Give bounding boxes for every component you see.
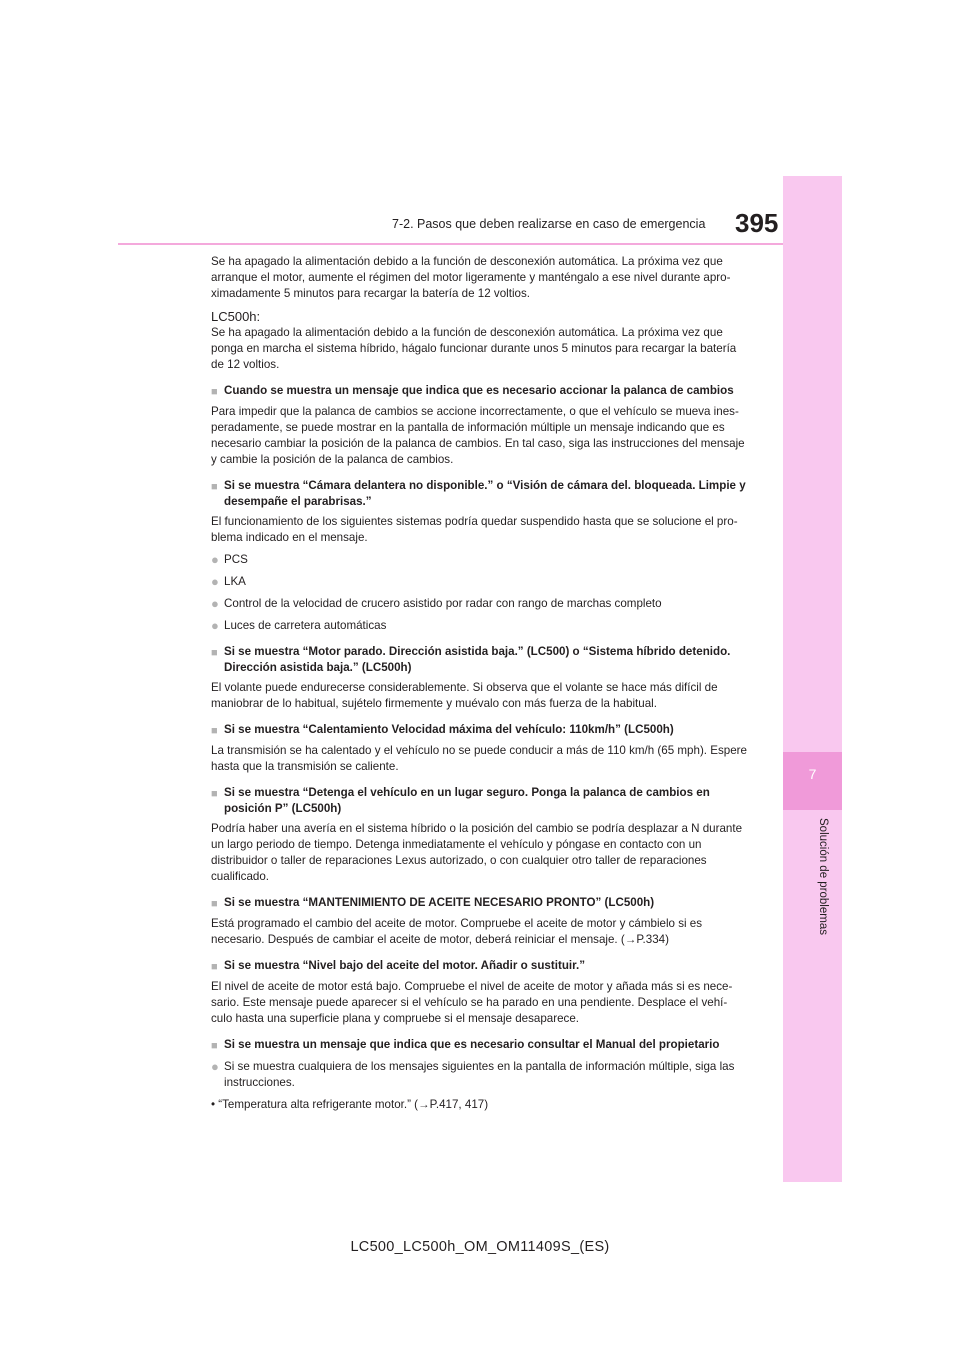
list-item: ● Luces de carretera automáticas: [211, 618, 387, 633]
chapter-side-tab: [783, 176, 842, 1182]
square-bullet-icon: ■: [211, 961, 218, 973]
paragraph: La transmisión se ha calentado y el vehículo no se puede conducir a más de 110 km/h (65 mph). Espere hasta que la transmisión se caliente.: [211, 744, 747, 773]
list-item: ● PCS: [211, 552, 248, 567]
circle-bullet-icon: ●: [211, 1059, 219, 1074]
paragraph: Podría haber una avería en el sistema híbrido o la posición del cambio se podría desplazar a N durante un largo periodo de tiempo. Detenga inmediatamente el vehículo y póngase en contacto con un distribuidor o taller de reparaciones Lexus autorizado, o con cualquier otro taller de reparaciones cualificado.: [211, 822, 743, 883]
paragraph: Se ha apagado la alimentación debido a la función de desconexión automática. La próxima vez que ponga en marcha el sistema híbrido, hágalo funcionar durante unos 5 minutos para recargar la batería de 12 voltios.: [211, 326, 737, 371]
document-code: LC500_LC500h_OM_OM11409S_(ES): [350, 1239, 610, 1255]
section-title: 7-2. Pasos que deben realizarse en caso de emergencia: [392, 217, 706, 231]
paragraph: Está programado el cambio del aceite de motor. Compruebe el aceite de motor y cámbielo si es necesario. Después de cambiar el aceite de motor, deberá reiniciar el mensaje. (→P.334): [211, 917, 703, 946]
square-bullet-icon: ■: [211, 481, 218, 493]
square-bullet-icon: ■: [211, 898, 218, 910]
square-bullet-icon: ■: [211, 647, 218, 659]
paragraph: El volante puede endurecerse considerablemente. Si observa que el volante se hace más difícil de maniobrar de lo habitual, sujételo firmemente y muévalo con más fuerza de la habitual.: [211, 681, 718, 710]
page-content: [211, 254, 749, 1113]
section-heading: ■ Si se muestra “Cámara delantera no disponible.” o “Visión de cámara del. bloqueada. Limpie y desempañe el parabrisas.”: [211, 479, 746, 508]
circle-bullet-icon: ●: [211, 552, 219, 567]
paragraph: El funcionamiento de los siguientes sistemas podría quedar suspendido hasta que se solucione el pro- blema indicado en el mensaje.: [211, 515, 738, 544]
square-bullet-icon: ■: [211, 788, 218, 800]
square-bullet-icon: ■: [211, 1040, 218, 1052]
circle-bullet-icon: ●: [211, 618, 219, 633]
section-heading: ■ Si se muestra un mensaje que indica que es necesario consultar el Manual del propietario: [211, 1038, 720, 1052]
list-item: ● Control de la velocidad de crucero asistido por radar con rango de marchas completo: [211, 596, 662, 611]
paragraph: Para impedir que la palanca de cambios se accione incorrectamente, o que el vehículo se mueva ines- peradamente, se puede mostrar en la pantalla de información múltiple un mensaje indicando que es necesario cambiar la posición de la palanca de cambios. En tal caso, siga las instrucciones del mensaje y cambie la posición de la palanca de cambios.: [211, 405, 745, 466]
list-item: ● Si se muestra cualquiera de los mensajes siguientes en la pantalla de información múltiple, siga las instrucciones.: [211, 1059, 735, 1089]
paragraph: El nivel de aceite de motor está bajo. Compruebe el nivel de aceite de motor y añada más si es nece- sario. Este mensaje puede aparecer si el vehículo se ha parado en una pendiente. Desplace el vehí- culo hasta una superficie plana y compruebe si el mensaje desaparece.: [211, 980, 733, 1025]
chapter-number: 7: [808, 766, 817, 782]
page-number: 395: [735, 208, 779, 238]
square-bullet-icon: ■: [211, 386, 218, 398]
section-heading: ■ Si se muestra “Nivel bajo del aceite del motor. Añadir o sustituir.”: [211, 959, 586, 973]
section-heading: ■ Si se muestra “Calentamiento Velocidad máxima del vehículo: 110km/h” (LC500h): [211, 723, 674, 737]
paragraph: Se ha apagado la alimentación debido a la función de desconexión automática. La próxima vez que arranque el motor, aumente el régimen del motor ligeramente y manténgalo a ese nivel durante apro- ximadamente 5 minutos para recargar la batería de 12 voltios.: [211, 255, 731, 300]
square-bullet-icon: ■: [211, 725, 218, 737]
section-heading: ■ Si se muestra “MANTENIMIENTO DE ACEITE NECESARIO PRONTO” (LC500h): [211, 896, 655, 910]
section-heading: ■ Si se muestra “Detenga el vehículo en un lugar seguro. Ponga la palanca de cambios en posición P” (LC500h): [211, 786, 710, 815]
header-rule: [118, 243, 783, 245]
sub-list-item: • “Temperatura alta refrigerante motor.” (→P.417, 417): [211, 1098, 489, 1111]
chapter-title: Solución de problemas: [817, 818, 829, 935]
circle-bullet-icon: ●: [211, 574, 219, 589]
model-label: LC500h:: [211, 309, 261, 324]
list-item: ● LKA: [211, 574, 246, 589]
circle-bullet-icon: ●: [211, 596, 219, 611]
section-heading: ■ Si se muestra “Motor parado. Dirección asistida baja.” (LC500) o “Sistema híbrido detenido. Dirección asistida baja.” (LC500h): [211, 645, 731, 674]
section-heading: ■ Cuando se muestra un mensaje que indica que es necesario accionar la palanca de cambios: [211, 384, 734, 398]
